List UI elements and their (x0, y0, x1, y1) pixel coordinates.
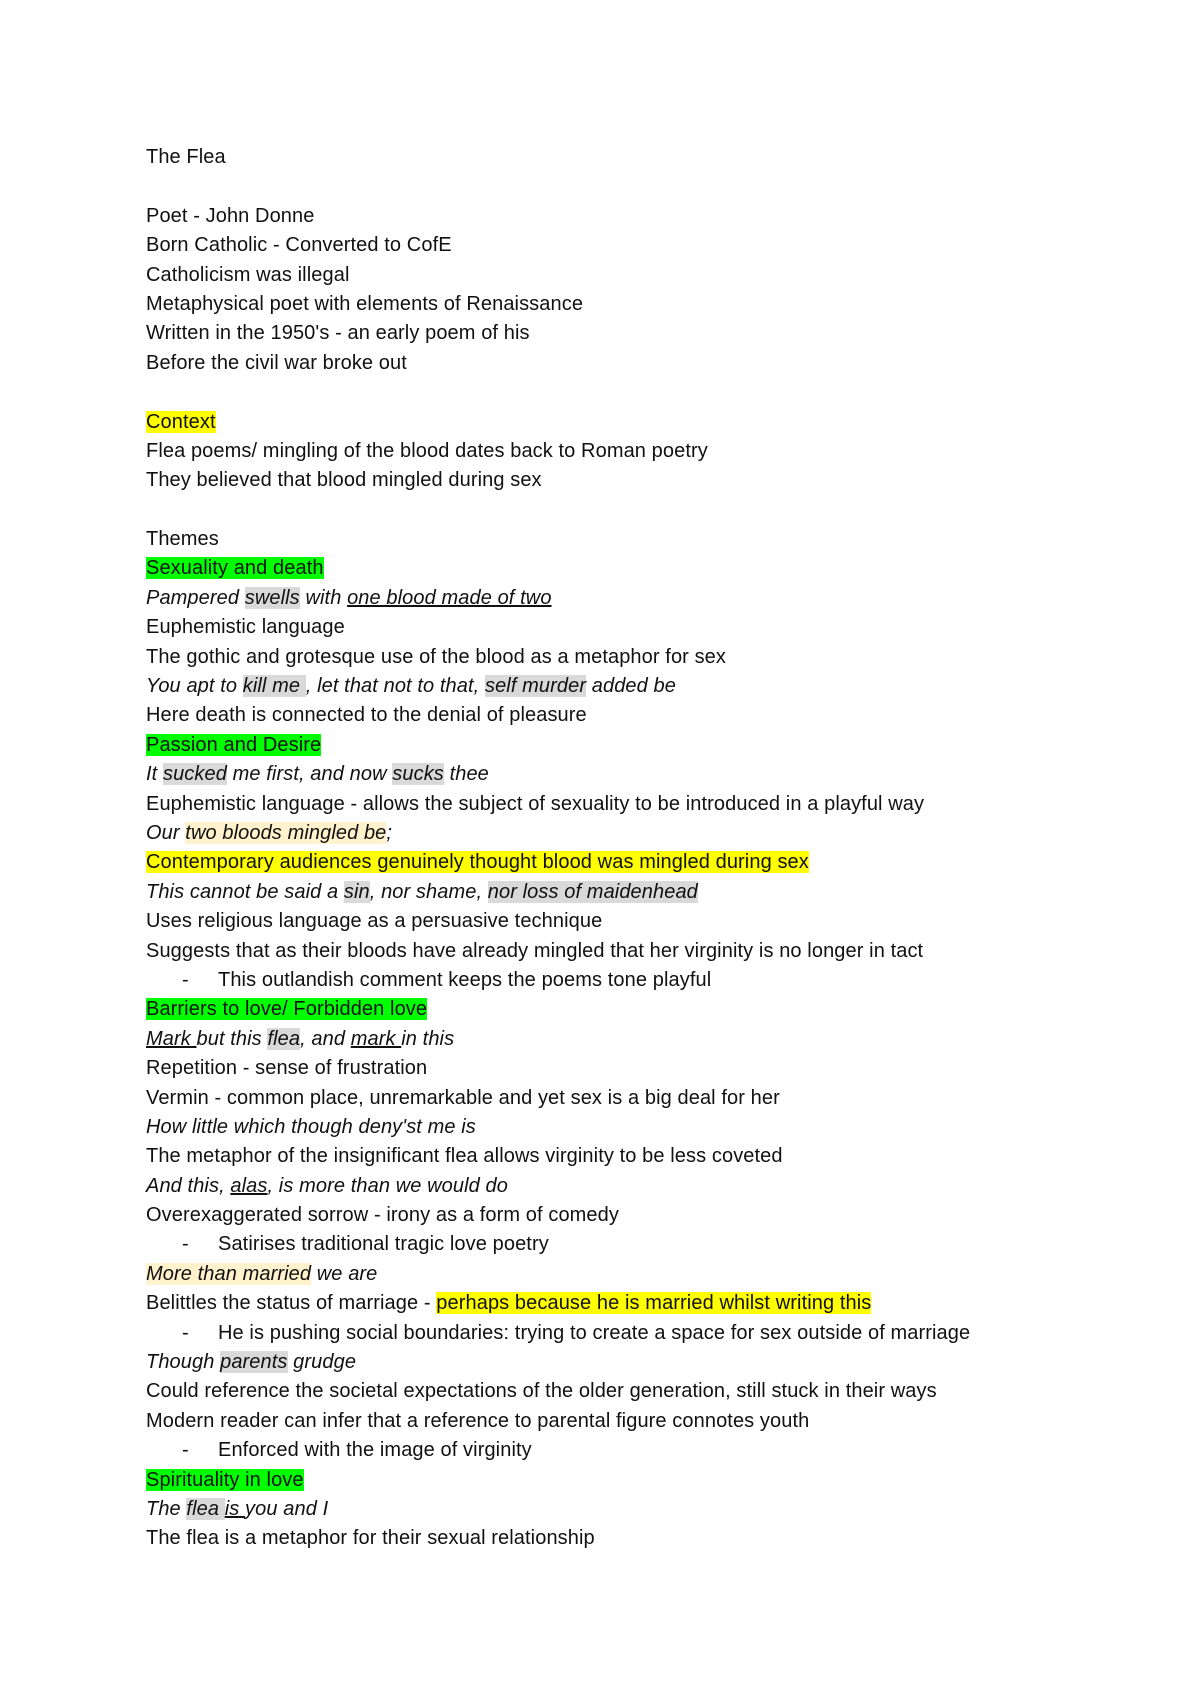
intro-line: Born Catholic - Converted to CofE (146, 234, 452, 257)
highlighted-word: sucks (392, 763, 444, 786)
quote-text: You apt to (146, 675, 243, 698)
quote-text: ; (386, 821, 393, 844)
quote-text: me first, and now (226, 763, 393, 786)
intro-line: Written in the 1950's - an early poem of his (146, 322, 530, 345)
quote-text: And this, (146, 1174, 231, 1197)
bullet-text: Satirises traditional tragic love poetry (218, 1233, 549, 1256)
bullet-dash: - (182, 968, 189, 991)
context-heading (146, 408, 1146, 437)
spacer (146, 496, 1146, 525)
note-line: The flea is a metaphor for their sexual relationship (146, 1527, 595, 1550)
quote-text: grudge (287, 1351, 357, 1374)
theme-heading-passion (146, 731, 1146, 760)
highlighted-word: self murder (484, 675, 587, 698)
underlined-phrase: one blood made of two (347, 586, 552, 609)
note-line (146, 848, 1146, 877)
quote-text: The (146, 1497, 187, 1520)
theme-heading-text: Sexuality and death (146, 557, 324, 580)
note-line: The gothic and grotesque use of the blood as a metaphor for sex (146, 645, 727, 668)
quote-text: Pampered (146, 586, 245, 609)
quote-text: , let that not to that, (305, 675, 485, 698)
theme-heading-text: Barriers to love/ Forbidden love (146, 998, 428, 1021)
note-line (146, 1289, 1146, 1318)
quote-text: thee (443, 763, 489, 786)
quote-text: Though (146, 1351, 221, 1374)
quote-line (146, 1495, 1146, 1524)
context-line: Flea poems/ mingling of the blood dates back to Roman poetry (146, 439, 708, 462)
bullet-text: This outlandish comment keeps the poems tone playful (218, 968, 712, 991)
note-text: Belittles the status of marriage - (146, 1292, 437, 1315)
quote-text: , is more than we would do (267, 1174, 508, 1197)
underlined-word: mark (350, 1027, 402, 1050)
highlighted-note: perhaps because he is married whilst writing this (436, 1292, 872, 1315)
highlighted-word: kill me (242, 675, 306, 698)
quote-line (146, 584, 1146, 613)
quote-line (146, 819, 1146, 848)
highlighted-word: swells (244, 586, 300, 609)
bullet-line (146, 1230, 1146, 1259)
theme-heading-text: Spirituality in love (146, 1468, 304, 1491)
themes-heading: Themes (146, 528, 219, 551)
document-title: The Flea (146, 146, 226, 168)
quote-text: , and (300, 1027, 351, 1050)
highlighted-phrase: More than married (146, 1262, 312, 1285)
note-line: Repetition - sense of frustration (146, 1057, 428, 1080)
quote-text: with (299, 586, 348, 609)
bullet-dash: - (182, 1233, 189, 1256)
note-line: Modern reader can infer that a reference to parental figure connotes youth (146, 1409, 810, 1432)
theme-heading-sexuality (146, 554, 1146, 583)
highlighted-word: sucked (162, 763, 227, 786)
quote-line (146, 1025, 1146, 1054)
quote-text: This cannot be said a (146, 880, 344, 903)
note-line: Euphemistic language (146, 616, 345, 639)
quote-text: added be (586, 675, 676, 698)
theme-heading-text: Passion and Desire (146, 733, 322, 756)
underlined-word: Mark (146, 1027, 197, 1050)
note-line: Vermin - common place, unremarkable and yet sex is a big deal for her (146, 1086, 780, 1109)
document-page (146, 143, 1146, 1554)
quote-text: but this (196, 1027, 268, 1050)
intro-line: Catholicism was illegal (146, 263, 350, 286)
quote-line (146, 1172, 1146, 1201)
quote-line (146, 760, 1146, 789)
note-line: The metaphor of the insignificant flea allows virginity to be less coveted (146, 1145, 783, 1168)
theme-heading-spirituality (146, 1466, 1146, 1495)
intro-line: Poet - John Donne (146, 204, 315, 227)
spacer (146, 378, 1146, 407)
note-line: Overexaggerated sorrow - irony as a form of comedy (146, 1204, 619, 1227)
highlighted-word: flea (186, 1497, 225, 1520)
highlighted-word: parents (220, 1351, 288, 1374)
underlined-word: alas (230, 1174, 268, 1197)
bullet-line (146, 1436, 1146, 1465)
intro-line: Metaphysical poet with elements of Renaissance (146, 292, 584, 315)
quote-text: Our (146, 821, 186, 844)
quote-text: , nor shame, (369, 880, 488, 903)
note-line: Here death is connected to the denial of pleasure (146, 704, 587, 727)
quote-line (146, 1348, 1146, 1377)
highlighted-word: flea (267, 1027, 301, 1050)
underlined-word: is (224, 1497, 246, 1520)
highlighted-phrase: two bloods mingled be (185, 821, 387, 844)
highlighted-phrase: nor loss of maidenhead (487, 880, 698, 903)
quote-line (146, 878, 1146, 907)
highlighted-note: Contemporary audiences genuinely thought blood was mingled during sex (146, 851, 809, 874)
bullet-line (146, 1319, 1146, 1348)
note-line: Euphemistic language - allows the subject of sexuality to be introduced in a playful way (146, 792, 925, 815)
note-line: Could reference the societal expectations of the older generation, still stuck in their ways (146, 1380, 937, 1403)
quote-line (146, 1260, 1146, 1289)
quote-text: we are (311, 1262, 378, 1285)
note-line: Suggests that as their bloods have already mingled that her virginity is no longer in tact (146, 939, 924, 962)
note-line: Uses religious language as a persuasive technique (146, 910, 603, 933)
theme-heading-barriers (146, 995, 1146, 1024)
bullet-dash: - (182, 1321, 189, 1344)
spacer (146, 172, 1146, 201)
intro-line: Before the civil war broke out (146, 351, 407, 374)
quote-text: It (146, 763, 163, 786)
bullet-text: Enforced with the image of virginity (218, 1439, 532, 1462)
bullet-line (146, 966, 1146, 995)
quote-line (146, 672, 1146, 701)
quote-text: you and I (245, 1497, 329, 1520)
highlighted-word: sin (343, 880, 370, 903)
bullet-dash: - (182, 1439, 189, 1462)
context-heading-text: Context (146, 410, 216, 433)
bullet-text: He is pushing social boundaries: trying to create a space for sex outside of marriage (218, 1321, 971, 1344)
quote-text: in this (401, 1027, 455, 1050)
context-line: They believed that blood mingled during sex (146, 469, 542, 492)
quote-line: How little which though deny'st me is (146, 1115, 476, 1138)
